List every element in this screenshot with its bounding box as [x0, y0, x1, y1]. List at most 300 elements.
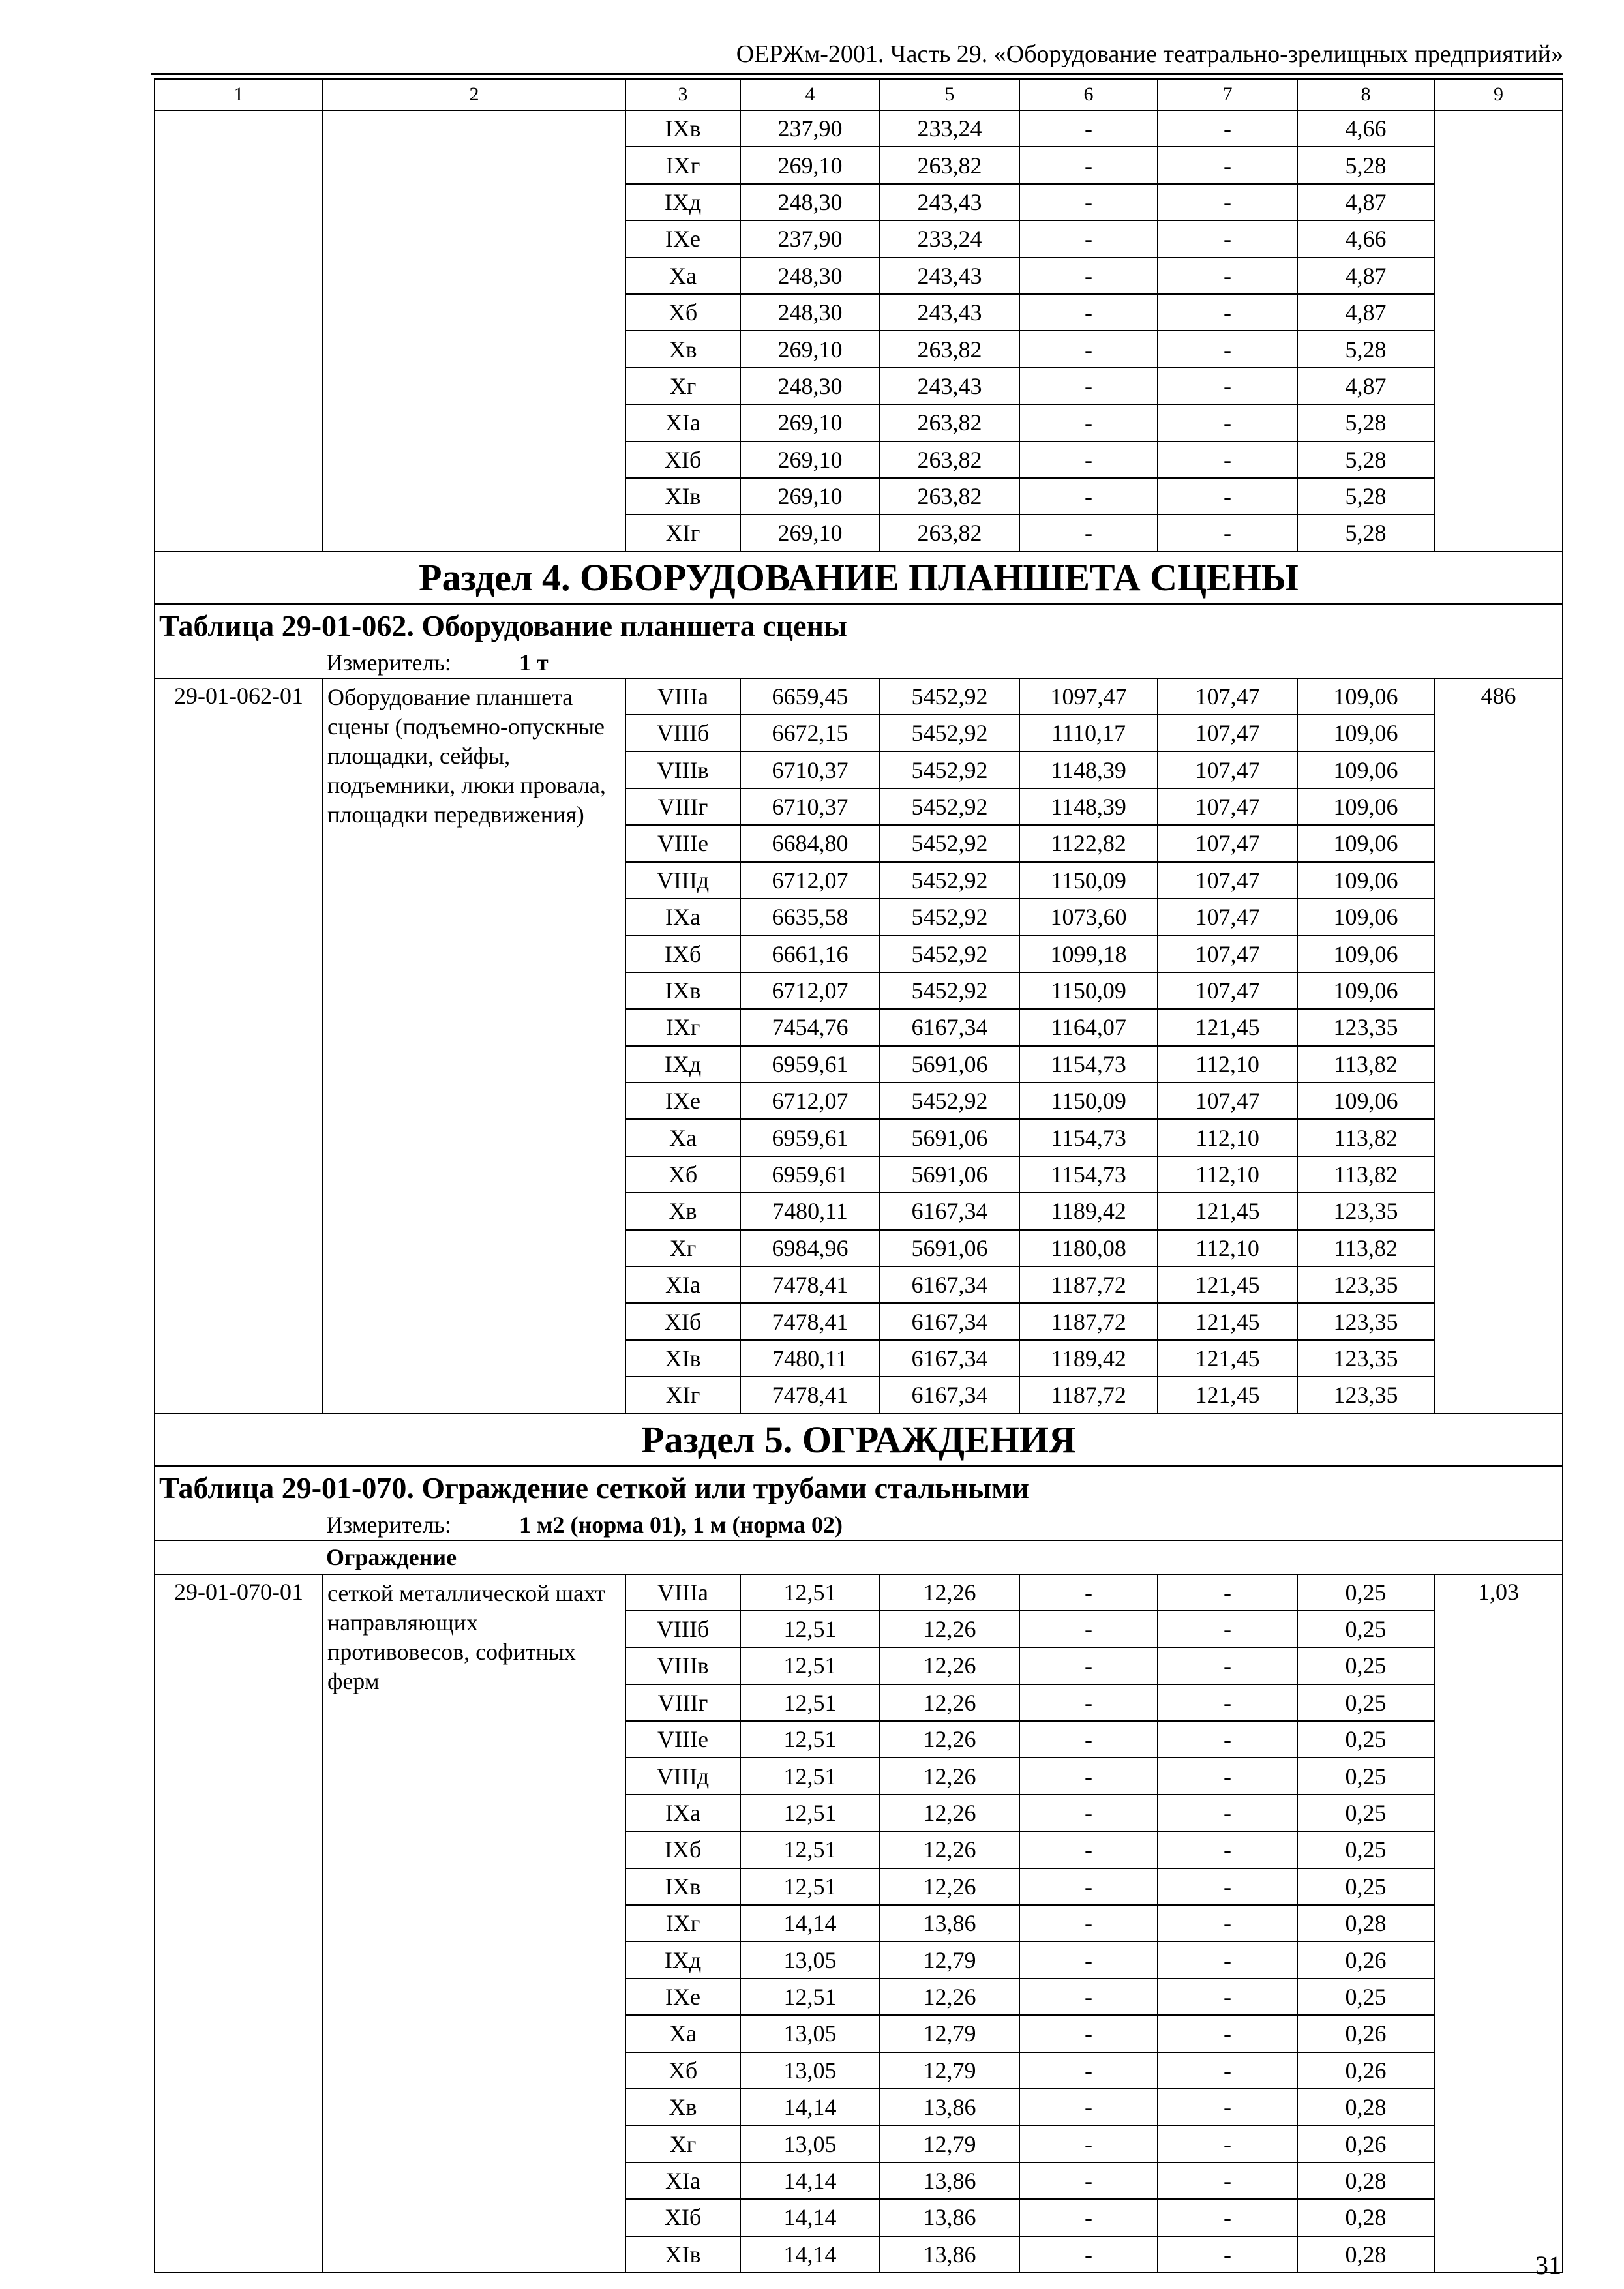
wages-cost-cell: 107,47 — [1158, 935, 1297, 972]
overhead-cost-cell: 5,28 — [1297, 441, 1434, 478]
materials-cost-cell: 243,43 — [880, 258, 1019, 294]
rate-description-cell: Оборудование планшета сцены (подъемно-опускные площадки, сейфы, подъемники, люки провала, площадки передвижения) — [323, 678, 625, 1414]
materials-cost-cell: 12,26 — [880, 1611, 1019, 1647]
climate-zone-cell: VIIIа — [625, 1574, 740, 1611]
wages-cost-cell: - — [1158, 368, 1297, 404]
materials-cost-cell: 12,26 — [880, 1647, 1019, 1684]
total-cost-cell: 12,51 — [740, 1758, 880, 1794]
installation-cost-cell: 1154,73 — [1019, 1119, 1158, 1156]
climate-zone-cell: XIг — [625, 1377, 740, 1413]
total-cost-cell: 12,51 — [740, 1647, 880, 1684]
materials-cost-cell: 12,79 — [880, 2125, 1019, 2162]
equipment-mass-cell: 1,03 — [1434, 1574, 1563, 2273]
wages-cost-cell: - — [1158, 1611, 1297, 1647]
climate-zone-cell: Xб — [625, 2052, 740, 2089]
installation-cost-cell: 1187,72 — [1019, 1377, 1158, 1413]
total-cost-cell: 13,05 — [740, 2052, 880, 2089]
wages-cost-cell: - — [1158, 2089, 1297, 2125]
climate-zone-cell: IXд — [625, 184, 740, 220]
total-cost-cell: 6959,61 — [740, 1156, 880, 1193]
climate-zone-cell: IXб — [625, 935, 740, 972]
climate-zone-cell: IXв — [625, 972, 740, 1009]
wages-cost-cell: - — [1158, 2015, 1297, 2052]
overhead-cost-cell: 109,06 — [1297, 862, 1434, 899]
wages-cost-cell: - — [1158, 1868, 1297, 1905]
installation-cost-cell: - — [1019, 1795, 1158, 1831]
materials-cost-cell: 6167,34 — [880, 1303, 1019, 1339]
wages-cost-cell: - — [1158, 2052, 1297, 2089]
materials-cost-cell: 6167,34 — [880, 1266, 1019, 1303]
climate-zone-cell: XIв — [625, 478, 740, 515]
climate-zone-cell: Xг — [625, 368, 740, 404]
table-title-row — [155, 604, 1563, 648]
installation-cost-cell: 1150,09 — [1019, 862, 1158, 899]
section-row — [155, 1414, 1563, 1466]
overhead-cost-cell: 0,28 — [1297, 2236, 1434, 2273]
overhead-cost-cell: 0,28 — [1297, 1905, 1434, 1941]
materials-cost-cell: 12,26 — [880, 1758, 1019, 1794]
materials-cost-cell: 233,24 — [880, 110, 1019, 147]
equipment-mass-cell: 486 — [1434, 678, 1563, 1414]
overhead-cost-cell: 113,82 — [1297, 1230, 1434, 1266]
climate-zone-cell: VIIIв — [625, 751, 740, 788]
wages-cost-cell: - — [1158, 2236, 1297, 2273]
total-cost-cell: 12,51 — [740, 1868, 880, 1905]
overhead-cost-cell: 5,28 — [1297, 404, 1434, 441]
overhead-cost-cell: 109,06 — [1297, 972, 1434, 1009]
wages-cost-cell: - — [1158, 1905, 1297, 1941]
installation-cost-cell: - — [1019, 1831, 1158, 1868]
installation-cost-cell: - — [1019, 1868, 1158, 1905]
table-title: Таблица 29-01-062. Оборудование планшета сцены — [155, 604, 1563, 648]
overhead-cost-cell: 0,28 — [1297, 2162, 1434, 2199]
total-cost-cell: 6710,37 — [740, 751, 880, 788]
climate-zone-cell: XIв — [625, 1340, 740, 1377]
materials-cost-cell: 5452,92 — [880, 862, 1019, 899]
climate-zone-cell: IXб — [625, 1831, 740, 1868]
materials-cost-cell: 12,26 — [880, 1721, 1019, 1758]
column-number-row — [155, 79, 1563, 110]
meter-value: 1 м2 (норма 01), 1 м (норма 02) — [519, 1511, 843, 1538]
column-number-cell: 9 — [1434, 79, 1563, 110]
total-cost-cell: 13,05 — [740, 2015, 880, 2052]
climate-zone-cell: VIIIд — [625, 862, 740, 899]
group-cell — [155, 1540, 1563, 1574]
materials-cost-cell: 12,79 — [880, 1941, 1019, 1978]
meter-cell — [155, 648, 1563, 678]
climate-zone-cell: Xг — [625, 2125, 740, 2162]
table-row — [155, 678, 1563, 715]
materials-cost-cell: 5452,92 — [880, 935, 1019, 972]
overhead-cost-cell: 123,35 — [1297, 1303, 1434, 1339]
table-row — [155, 110, 1563, 147]
rate-description-cell — [323, 110, 625, 552]
installation-cost-cell: 1180,08 — [1019, 1230, 1158, 1266]
materials-cost-cell: 13,86 — [880, 2089, 1019, 2125]
wages-cost-cell: - — [1158, 184, 1297, 220]
materials-cost-cell: 13,86 — [880, 2199, 1019, 2236]
wages-cost-cell: 121,45 — [1158, 1303, 1297, 1339]
wages-cost-cell: 121,45 — [1158, 1266, 1297, 1303]
total-cost-cell: 237,90 — [740, 110, 880, 147]
materials-cost-cell: 13,86 — [880, 2236, 1019, 2273]
climate-zone-cell: IXд — [625, 1046, 740, 1083]
total-cost-cell: 269,10 — [740, 441, 880, 478]
total-cost-cell: 6712,07 — [740, 862, 880, 899]
installation-cost-cell: - — [1019, 147, 1158, 183]
installation-cost-cell: 1164,07 — [1019, 1009, 1158, 1045]
materials-cost-cell: 6167,34 — [880, 1377, 1019, 1413]
total-cost-cell: 248,30 — [740, 184, 880, 220]
overhead-cost-cell: 123,35 — [1297, 1377, 1434, 1413]
materials-cost-cell: 12,26 — [880, 1574, 1019, 1611]
wages-cost-cell: - — [1158, 1795, 1297, 1831]
installation-cost-cell: 1189,42 — [1019, 1193, 1158, 1229]
column-number-cell: 5 — [880, 79, 1019, 110]
overhead-cost-cell: 0,26 — [1297, 2015, 1434, 2052]
total-cost-cell: 7454,76 — [740, 1009, 880, 1045]
climate-zone-cell: IXг — [625, 1905, 740, 1941]
column-number-cell: 8 — [1297, 79, 1434, 110]
installation-cost-cell: - — [1019, 258, 1158, 294]
installation-cost-cell: - — [1019, 2199, 1158, 2236]
materials-cost-cell: 5452,92 — [880, 899, 1019, 935]
wages-cost-cell: - — [1158, 1979, 1297, 2015]
total-cost-cell: 7480,11 — [740, 1193, 880, 1229]
climate-zone-cell: IXг — [625, 1009, 740, 1045]
overhead-cost-cell: 113,82 — [1297, 1046, 1434, 1083]
wages-cost-cell: - — [1158, 404, 1297, 441]
total-cost-cell: 12,51 — [740, 1611, 880, 1647]
wages-cost-cell: - — [1158, 1758, 1297, 1794]
overhead-cost-cell: 5,28 — [1297, 515, 1434, 551]
wages-cost-cell: 121,45 — [1158, 1340, 1297, 1377]
total-cost-cell: 6710,37 — [740, 788, 880, 825]
total-cost-cell: 14,14 — [740, 1905, 880, 1941]
overhead-cost-cell: 0,25 — [1297, 1721, 1434, 1758]
wages-cost-cell: - — [1158, 478, 1297, 515]
installation-cost-cell: 1148,39 — [1019, 788, 1158, 825]
overhead-cost-cell: 109,06 — [1297, 1083, 1434, 1119]
wages-cost-cell: - — [1158, 294, 1297, 331]
overhead-cost-cell: 109,06 — [1297, 899, 1434, 935]
materials-cost-cell: 263,82 — [880, 404, 1019, 441]
meter-row — [155, 1510, 1563, 1540]
wages-cost-cell: 107,47 — [1158, 862, 1297, 899]
overhead-cost-cell: 0,25 — [1297, 1979, 1434, 2015]
materials-cost-cell: 12,26 — [880, 1868, 1019, 1905]
materials-cost-cell: 5452,92 — [880, 825, 1019, 861]
climate-zone-cell: VIIIд — [625, 1758, 740, 1794]
meter-label: Измеритель: — [326, 649, 451, 676]
climate-zone-cell: Xа — [625, 1119, 740, 1156]
climate-zone-cell: Xв — [625, 2089, 740, 2125]
climate-zone-cell: XIг — [625, 515, 740, 551]
overhead-cost-cell: 123,35 — [1297, 1009, 1434, 1045]
materials-cost-cell: 5691,06 — [880, 1230, 1019, 1266]
materials-cost-cell: 12,26 — [880, 1684, 1019, 1721]
total-cost-cell: 7478,41 — [740, 1303, 880, 1339]
table-body — [155, 79, 1563, 2273]
climate-zone-cell: IXв — [625, 110, 740, 147]
overhead-cost-cell: 5,28 — [1297, 147, 1434, 183]
page-number: 31 — [1535, 2251, 1561, 2280]
installation-cost-cell: 1150,09 — [1019, 972, 1158, 1009]
total-cost-cell: 6659,45 — [740, 678, 880, 715]
overhead-cost-cell: 0,25 — [1297, 1611, 1434, 1647]
installation-cost-cell: 1150,09 — [1019, 1083, 1158, 1119]
total-cost-cell: 13,05 — [740, 2125, 880, 2162]
materials-cost-cell: 12,79 — [880, 2052, 1019, 2089]
wages-cost-cell: - — [1158, 331, 1297, 367]
materials-cost-cell: 263,82 — [880, 515, 1019, 551]
installation-cost-cell: - — [1019, 404, 1158, 441]
column-number-cell: 6 — [1019, 79, 1158, 110]
materials-cost-cell: 5452,92 — [880, 751, 1019, 788]
overhead-cost-cell: 0,25 — [1297, 1831, 1434, 1868]
group-label: Ограждение — [326, 1544, 457, 1570]
total-cost-cell: 269,10 — [740, 147, 880, 183]
climate-zone-cell: VIIIг — [625, 788, 740, 825]
climate-zone-cell: Xб — [625, 294, 740, 331]
wages-cost-cell: - — [1158, 220, 1297, 257]
installation-cost-cell: - — [1019, 1941, 1158, 1978]
installation-cost-cell: - — [1019, 1721, 1158, 1758]
materials-cost-cell: 5452,92 — [880, 715, 1019, 751]
overhead-cost-cell: 0,25 — [1297, 1868, 1434, 1905]
materials-cost-cell: 12,26 — [880, 1979, 1019, 2015]
installation-cost-cell: - — [1019, 184, 1158, 220]
total-cost-cell: 269,10 — [740, 515, 880, 551]
overhead-cost-cell: 0,26 — [1297, 2052, 1434, 2089]
wages-cost-cell: 112,10 — [1158, 1230, 1297, 1266]
total-cost-cell: 248,30 — [740, 368, 880, 404]
installation-cost-cell: 1154,73 — [1019, 1156, 1158, 1193]
total-cost-cell: 6661,16 — [740, 935, 880, 972]
total-cost-cell: 6684,80 — [740, 825, 880, 861]
total-cost-cell: 6712,07 — [740, 1083, 880, 1119]
materials-cost-cell: 6167,34 — [880, 1340, 1019, 1377]
materials-cost-cell: 5452,92 — [880, 972, 1019, 1009]
total-cost-cell: 6635,58 — [740, 899, 880, 935]
total-cost-cell: 12,51 — [740, 1684, 880, 1721]
overhead-cost-cell: 0,26 — [1297, 2125, 1434, 2162]
column-number-cell: 3 — [625, 79, 740, 110]
total-cost-cell: 6984,96 — [740, 1230, 880, 1266]
materials-cost-cell: 5691,06 — [880, 1119, 1019, 1156]
climate-zone-cell: Xг — [625, 1230, 740, 1266]
total-cost-cell: 14,14 — [740, 2089, 880, 2125]
wages-cost-cell: - — [1158, 2125, 1297, 2162]
climate-zone-cell: VIIIе — [625, 825, 740, 861]
total-cost-cell: 7478,41 — [740, 1377, 880, 1413]
materials-cost-cell: 12,79 — [880, 2015, 1019, 2052]
installation-cost-cell: - — [1019, 2052, 1158, 2089]
column-number-cell: 1 — [155, 79, 323, 110]
section-heading: Раздел 5. ОГРАЖДЕНИЯ — [155, 1414, 1563, 1466]
climate-zone-cell: Xа — [625, 2015, 740, 2052]
materials-cost-cell: 13,86 — [880, 2162, 1019, 2199]
materials-cost-cell: 5691,06 — [880, 1156, 1019, 1193]
header-rule — [151, 73, 1563, 75]
installation-cost-cell: - — [1019, 2162, 1158, 2199]
installation-cost-cell: - — [1019, 110, 1158, 147]
overhead-cost-cell: 123,35 — [1297, 1266, 1434, 1303]
wages-cost-cell: - — [1158, 441, 1297, 478]
total-cost-cell: 12,51 — [740, 1979, 880, 2015]
total-cost-cell: 6959,61 — [740, 1119, 880, 1156]
climate-zone-cell: XIб — [625, 441, 740, 478]
rate-code-cell — [155, 110, 323, 552]
installation-cost-cell: 1073,60 — [1019, 899, 1158, 935]
wages-cost-cell: - — [1158, 1721, 1297, 1758]
wages-cost-cell: 112,10 — [1158, 1156, 1297, 1193]
rate-description-cell: сеткой металлической шахт направляющих противовесов, софитных ферм — [323, 1574, 625, 2273]
materials-cost-cell: 243,43 — [880, 294, 1019, 331]
column-number-cell: 7 — [1158, 79, 1297, 110]
wages-cost-cell: 107,47 — [1158, 678, 1297, 715]
materials-cost-cell: 263,82 — [880, 478, 1019, 515]
wages-cost-cell: - — [1158, 1684, 1297, 1721]
climate-zone-cell: IXе — [625, 220, 740, 257]
overhead-cost-cell: 5,28 — [1297, 478, 1434, 515]
overhead-cost-cell: 123,35 — [1297, 1193, 1434, 1229]
climate-zone-cell: IXе — [625, 1979, 740, 2015]
installation-cost-cell: - — [1019, 2125, 1158, 2162]
total-cost-cell: 12,51 — [740, 1795, 880, 1831]
materials-cost-cell: 243,43 — [880, 184, 1019, 220]
overhead-cost-cell: 4,87 — [1297, 368, 1434, 404]
materials-cost-cell: 12,26 — [880, 1831, 1019, 1868]
installation-cost-cell: 1189,42 — [1019, 1340, 1158, 1377]
total-cost-cell: 269,10 — [740, 478, 880, 515]
wages-cost-cell: 121,45 — [1158, 1009, 1297, 1045]
climate-zone-cell: VIIIв — [625, 1647, 740, 1684]
climate-zone-cell: IXд — [625, 1941, 740, 1978]
overhead-cost-cell: 113,82 — [1297, 1119, 1434, 1156]
installation-cost-cell: - — [1019, 1611, 1158, 1647]
climate-zone-cell: VIIIг — [625, 1684, 740, 1721]
installation-cost-cell: 1122,82 — [1019, 825, 1158, 861]
installation-cost-cell: - — [1019, 1905, 1158, 1941]
climate-zone-cell: VIIIа — [625, 678, 740, 715]
overhead-cost-cell: 5,28 — [1297, 331, 1434, 367]
overhead-cost-cell: 0,25 — [1297, 1795, 1434, 1831]
materials-cost-cell: 263,82 — [880, 331, 1019, 367]
total-cost-cell: 6712,07 — [740, 972, 880, 1009]
climate-zone-cell: XIв — [625, 2236, 740, 2273]
table-title: Таблица 29-01-070. Ограждение сеткой или трубами стальными — [155, 1466, 1563, 1510]
climate-zone-cell: XIа — [625, 404, 740, 441]
wages-cost-cell: 107,47 — [1158, 972, 1297, 1009]
climate-zone-cell: XIа — [625, 1266, 740, 1303]
overhead-cost-cell: 4,87 — [1297, 294, 1434, 331]
wages-cost-cell: 107,47 — [1158, 899, 1297, 935]
wages-cost-cell: - — [1158, 1941, 1297, 1978]
overhead-cost-cell: 0,28 — [1297, 2199, 1434, 2236]
wages-cost-cell: 107,47 — [1158, 788, 1297, 825]
installation-cost-cell: 1154,73 — [1019, 1046, 1158, 1083]
installation-cost-cell: - — [1019, 368, 1158, 404]
meter-cell — [155, 1510, 1563, 1540]
materials-cost-cell: 6167,34 — [880, 1009, 1019, 1045]
installation-cost-cell: 1097,47 — [1019, 678, 1158, 715]
rates-table — [154, 78, 1563, 2273]
meter-label: Измеритель: — [326, 1511, 451, 1538]
materials-cost-cell: 263,82 — [880, 147, 1019, 183]
overhead-cost-cell: 0,25 — [1297, 1758, 1434, 1794]
total-cost-cell: 7480,11 — [740, 1340, 880, 1377]
wages-cost-cell: - — [1158, 2199, 1297, 2236]
wages-cost-cell: 107,47 — [1158, 751, 1297, 788]
installation-cost-cell: - — [1019, 1758, 1158, 1794]
installation-cost-cell: 1110,17 — [1019, 715, 1158, 751]
overhead-cost-cell: 109,06 — [1297, 935, 1434, 972]
rate-code-cell: 29-01-062-01 — [155, 678, 323, 1414]
wages-cost-cell: - — [1158, 258, 1297, 294]
total-cost-cell: 14,14 — [740, 2162, 880, 2199]
materials-cost-cell: 13,86 — [880, 1905, 1019, 1941]
installation-cost-cell: - — [1019, 1684, 1158, 1721]
materials-cost-cell: 233,24 — [880, 220, 1019, 257]
installation-cost-cell: - — [1019, 515, 1158, 551]
climate-zone-cell: Xб — [625, 1156, 740, 1193]
column-number-cell: 4 — [740, 79, 880, 110]
climate-zone-cell: IXе — [625, 1083, 740, 1119]
installation-cost-cell: - — [1019, 2236, 1158, 2273]
meter-value: 1 т — [519, 649, 549, 676]
wages-cost-cell: - — [1158, 1647, 1297, 1684]
materials-cost-cell: 5452,92 — [880, 1083, 1019, 1119]
total-cost-cell: 13,05 — [740, 1941, 880, 1978]
section-row — [155, 552, 1563, 604]
materials-cost-cell: 5691,06 — [880, 1046, 1019, 1083]
column-number-cell: 2 — [323, 79, 625, 110]
installation-cost-cell: - — [1019, 1574, 1158, 1611]
wages-cost-cell: - — [1158, 110, 1297, 147]
installation-cost-cell: - — [1019, 441, 1158, 478]
total-cost-cell: 248,30 — [740, 294, 880, 331]
installation-cost-cell: - — [1019, 2089, 1158, 2125]
installation-cost-cell: - — [1019, 220, 1158, 257]
installation-cost-cell: 1187,72 — [1019, 1303, 1158, 1339]
section-heading: Раздел 4. ОБОРУДОВАНИЕ ПЛАНШЕТА СЦЕНЫ — [155, 552, 1563, 604]
total-cost-cell: 7478,41 — [740, 1266, 880, 1303]
materials-cost-cell: 5452,92 — [880, 678, 1019, 715]
overhead-cost-cell: 109,06 — [1297, 825, 1434, 861]
total-cost-cell: 14,14 — [740, 2236, 880, 2273]
meter-row — [155, 648, 1563, 678]
overhead-cost-cell: 0,25 — [1297, 1647, 1434, 1684]
running-title: ОЕРЖм-2001. Часть 29. «Оборудование театрально-зрелищных предприятий» — [736, 40, 1563, 68]
climate-zone-cell: IXг — [625, 147, 740, 183]
climate-zone-cell: VIIIб — [625, 715, 740, 751]
wages-cost-cell: - — [1158, 515, 1297, 551]
materials-cost-cell: 5452,92 — [880, 788, 1019, 825]
overhead-cost-cell: 109,06 — [1297, 788, 1434, 825]
wages-cost-cell: - — [1158, 2162, 1297, 2199]
total-cost-cell: 12,51 — [740, 1574, 880, 1611]
overhead-cost-cell: 4,66 — [1297, 220, 1434, 257]
installation-cost-cell: 1187,72 — [1019, 1266, 1158, 1303]
climate-zone-cell: IXа — [625, 899, 740, 935]
wages-cost-cell: - — [1158, 1574, 1297, 1611]
wages-cost-cell: - — [1158, 1831, 1297, 1868]
total-cost-cell: 6672,15 — [740, 715, 880, 751]
installation-cost-cell: 1148,39 — [1019, 751, 1158, 788]
wages-cost-cell: 112,10 — [1158, 1119, 1297, 1156]
climate-zone-cell: XIа — [625, 2162, 740, 2199]
